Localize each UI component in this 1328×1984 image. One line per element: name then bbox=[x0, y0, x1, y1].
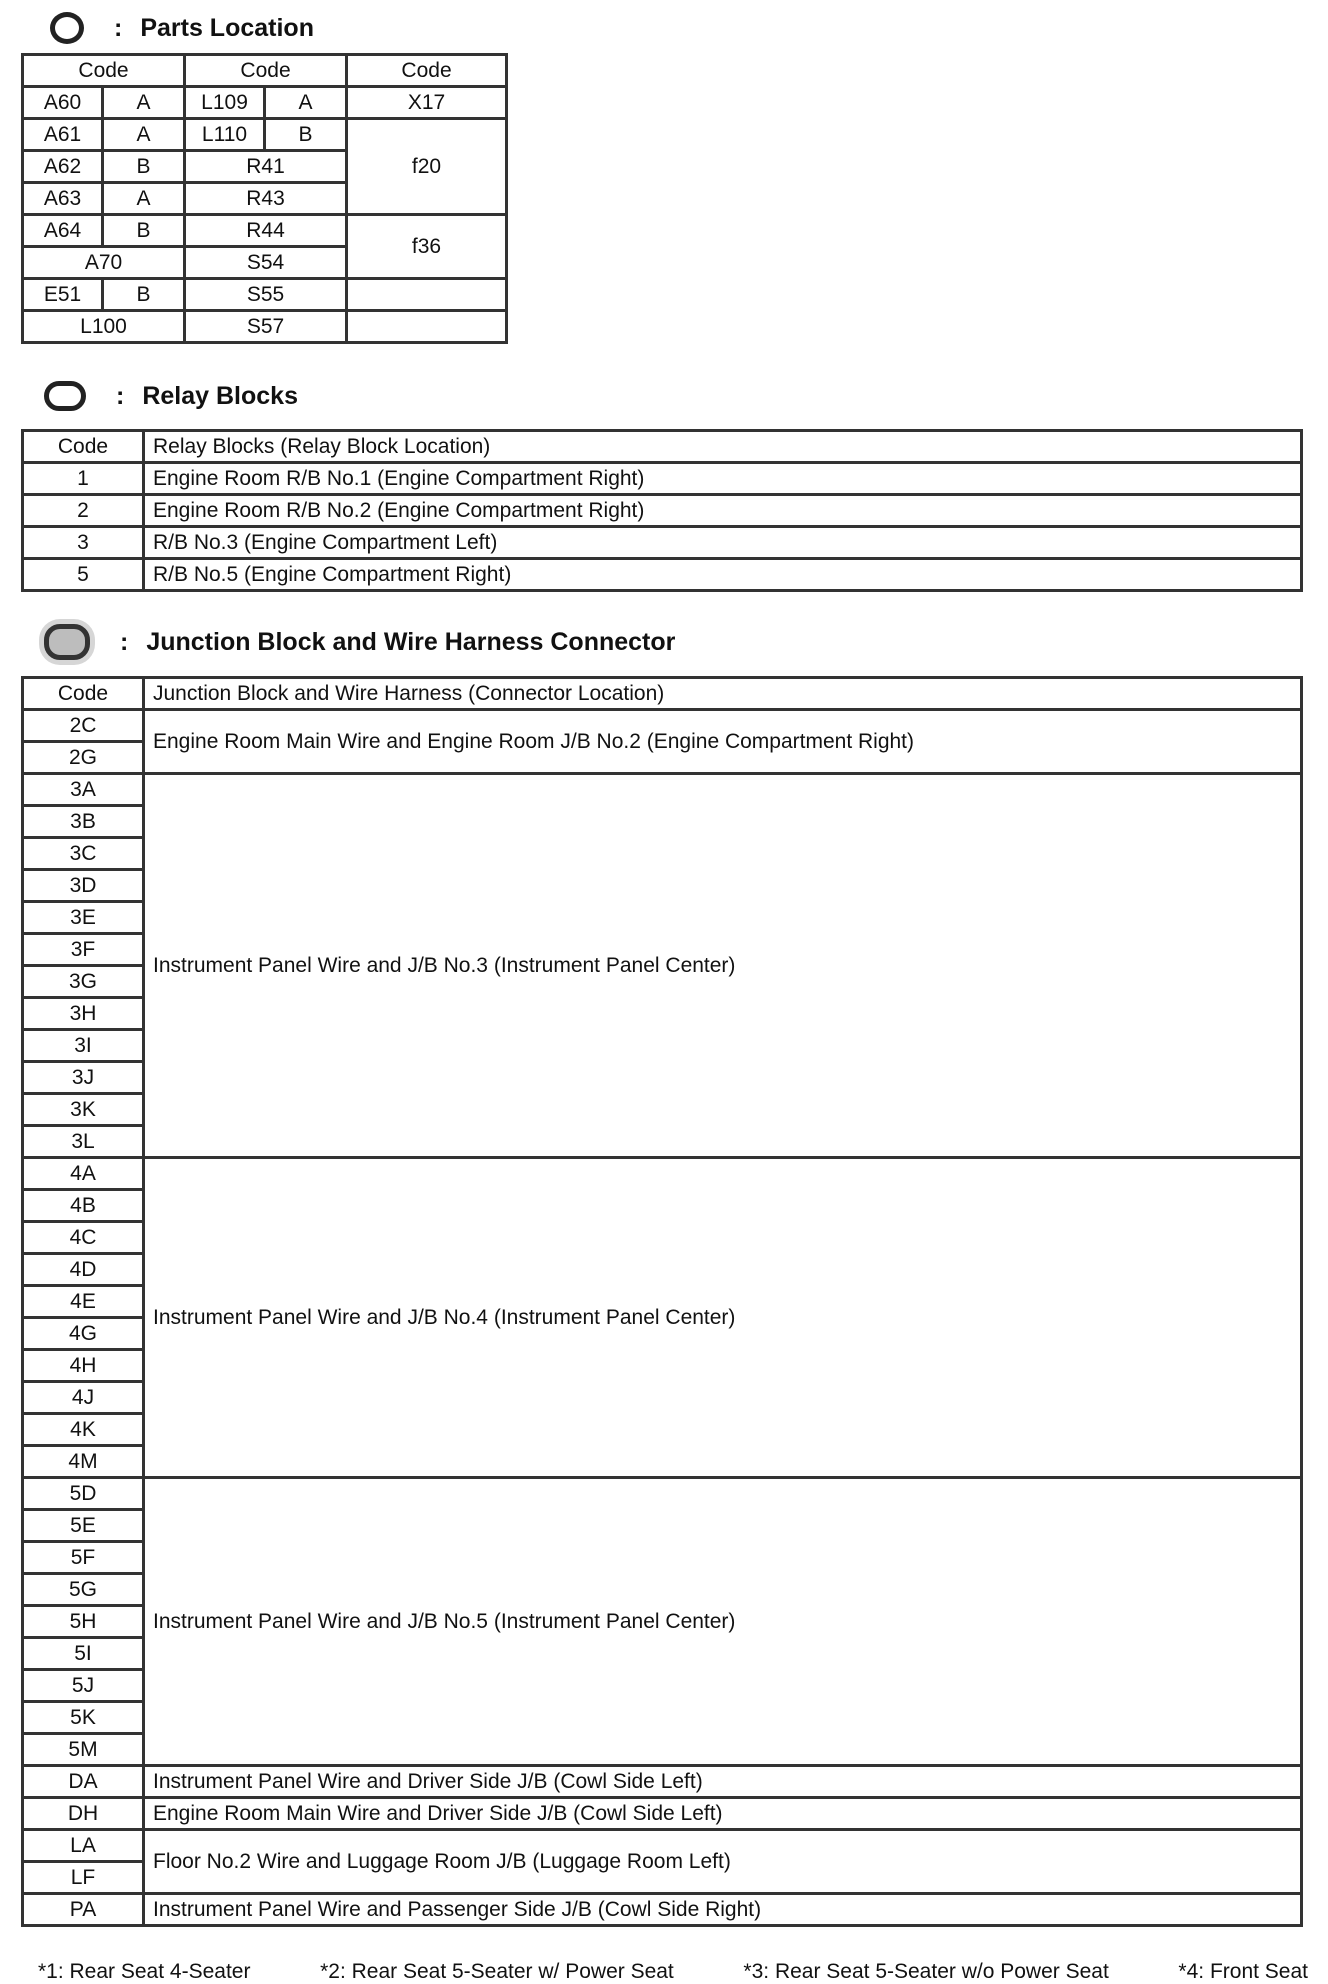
part-code: A64 bbox=[23, 215, 103, 247]
connector-code: 4C bbox=[23, 1222, 144, 1254]
part-sub-code: A bbox=[103, 119, 185, 151]
part-sub-code: A bbox=[103, 183, 185, 215]
connector-code: 3C bbox=[23, 838, 144, 870]
connector-code: 5D bbox=[23, 1478, 144, 1510]
part-code: f20 bbox=[347, 119, 507, 215]
connector-code: 2C bbox=[23, 710, 144, 742]
connector-code: LA bbox=[23, 1830, 144, 1862]
connector-code: 5H bbox=[23, 1606, 144, 1638]
table-row bbox=[23, 1798, 1302, 1830]
junction-title: Junction Block and Wire Harness Connector bbox=[146, 627, 676, 656]
part-code: A62 bbox=[23, 151, 103, 183]
connector-code: 4D bbox=[23, 1254, 144, 1286]
junction-connector-table bbox=[21, 676, 1303, 1927]
connector-code: 4K bbox=[23, 1414, 144, 1446]
part-code: A61 bbox=[23, 119, 103, 151]
parts-location-table bbox=[21, 53, 508, 344]
part-code: S57 bbox=[185, 311, 347, 343]
part-code: X17 bbox=[347, 87, 507, 119]
part-code: R43 bbox=[185, 183, 347, 215]
relay-colon: : bbox=[116, 381, 125, 410]
parts-colon: : bbox=[114, 13, 123, 42]
shaded-oval-symbol-icon bbox=[44, 624, 90, 660]
connector-code: DH bbox=[23, 1798, 144, 1830]
table-header-row bbox=[23, 431, 1302, 463]
table-row bbox=[23, 311, 507, 343]
connector-description: Engine Room Main Wire and Driver Side J/B (Cowl Side Left) bbox=[144, 1798, 1302, 1830]
connector-code: 3G bbox=[23, 966, 144, 998]
part-sub-code: A bbox=[265, 87, 347, 119]
connector-code: 5M bbox=[23, 1734, 144, 1766]
column-header: Code bbox=[23, 678, 144, 710]
part-code: A63 bbox=[23, 183, 103, 215]
column-header: Code bbox=[347, 55, 507, 87]
table-row bbox=[23, 774, 1302, 806]
junction-colon: : bbox=[120, 627, 129, 656]
connector-code: 5E bbox=[23, 1510, 144, 1542]
table-row bbox=[23, 119, 507, 151]
connector-code: 5K bbox=[23, 1702, 144, 1734]
parts-location-title: Parts Location bbox=[140, 13, 314, 42]
part-code bbox=[347, 311, 507, 343]
connector-description: Instrument Panel Wire and J/B No.5 (Instrument Panel Center) bbox=[144, 1478, 1302, 1766]
connector-code: 5G bbox=[23, 1574, 144, 1606]
connector-description: Instrument Panel Wire and Passenger Side J/B (Cowl Side Right) bbox=[144, 1894, 1302, 1926]
connector-code: 4H bbox=[23, 1350, 144, 1382]
table-row bbox=[23, 1830, 1302, 1862]
table-row bbox=[23, 1894, 1302, 1926]
table-header-row bbox=[23, 678, 1302, 710]
connector-code: 4E bbox=[23, 1286, 144, 1318]
connector-code: 3K bbox=[23, 1094, 144, 1126]
relay-description: Engine Room R/B No.2 (Engine Compartment Right) bbox=[144, 495, 1302, 527]
table-row bbox=[23, 710, 1302, 742]
connector-description: Instrument Panel Wire and J/B No.3 (Instrument Panel Center) bbox=[144, 774, 1302, 1158]
footnote-4: *4: Front Seat bbox=[1178, 1960, 1308, 1983]
table-row bbox=[23, 527, 1302, 559]
relay-description: R/B No.5 (Engine Compartment Right) bbox=[144, 559, 1302, 591]
footnote-3: *3: Rear Seat 5-Seater w/o Power Seat bbox=[743, 1960, 1109, 1983]
relay-description: R/B No.3 (Engine Compartment Left) bbox=[144, 527, 1302, 559]
table-row bbox=[23, 1766, 1302, 1798]
connector-code: 4B bbox=[23, 1190, 144, 1222]
connector-code: DA bbox=[23, 1766, 144, 1798]
part-code: L109 bbox=[185, 87, 265, 119]
part-code: R44 bbox=[185, 215, 347, 247]
relay-code: 1 bbox=[23, 463, 144, 495]
connector-code: 5F bbox=[23, 1542, 144, 1574]
connector-code: 4A bbox=[23, 1158, 144, 1190]
relay-description: Engine Room R/B No.1 (Engine Compartment Right) bbox=[144, 463, 1302, 495]
column-header: Code bbox=[23, 55, 185, 87]
part-code: L100 bbox=[23, 311, 185, 343]
relay-blocks-heading bbox=[44, 376, 298, 416]
circle-symbol-icon bbox=[50, 12, 84, 44]
connector-code: 5J bbox=[23, 1670, 144, 1702]
part-code: S54 bbox=[185, 247, 347, 279]
column-header: Junction Block and Wire Harness (Connector Location) bbox=[144, 678, 1302, 710]
part-sub-code: A bbox=[103, 87, 185, 119]
table-row bbox=[23, 559, 1302, 591]
relay-code: 5 bbox=[23, 559, 144, 591]
connector-code: LF bbox=[23, 1862, 144, 1894]
connector-code: PA bbox=[23, 1894, 144, 1926]
connector-description: Floor No.2 Wire and Luggage Room J/B (Luggage Room Left) bbox=[144, 1830, 1302, 1894]
oval-symbol-icon bbox=[44, 381, 86, 411]
table-row bbox=[23, 463, 1302, 495]
part-code: A70 bbox=[23, 247, 185, 279]
table-row bbox=[23, 87, 507, 119]
connector-code: 3A bbox=[23, 774, 144, 806]
part-sub-code: B bbox=[103, 215, 185, 247]
part-sub-code: B bbox=[265, 119, 347, 151]
junction-heading bbox=[44, 622, 675, 662]
relay-blocks-title: Relay Blocks bbox=[142, 381, 298, 410]
part-code: S55 bbox=[185, 279, 347, 311]
connector-code: 3F bbox=[23, 934, 144, 966]
footnote-1: *1: Rear Seat 4-Seater bbox=[38, 1960, 251, 1983]
table-row bbox=[23, 1158, 1302, 1190]
connector-code: 2G bbox=[23, 742, 144, 774]
part-code: f36 bbox=[347, 215, 507, 279]
connector-code: 5I bbox=[23, 1638, 144, 1670]
table-row bbox=[23, 1478, 1302, 1510]
connector-code: 3E bbox=[23, 902, 144, 934]
table-header-row bbox=[23, 55, 507, 87]
connector-code: 3L bbox=[23, 1126, 144, 1158]
column-header: Code bbox=[23, 431, 144, 463]
connector-description: Instrument Panel Wire and Driver Side J/B (Cowl Side Left) bbox=[144, 1766, 1302, 1798]
connector-code: 4G bbox=[23, 1318, 144, 1350]
part-sub-code: B bbox=[103, 151, 185, 183]
connector-description: Engine Room Main Wire and Engine Room J/B No.2 (Engine Compartment Right) bbox=[144, 710, 1302, 774]
part-code: L110 bbox=[185, 119, 265, 151]
connector-code: 3B bbox=[23, 806, 144, 838]
part-code bbox=[347, 279, 507, 311]
connector-code: 3J bbox=[23, 1062, 144, 1094]
relay-code: 2 bbox=[23, 495, 144, 527]
relay-blocks-table bbox=[21, 429, 1303, 592]
connector-description: Instrument Panel Wire and J/B No.4 (Instrument Panel Center) bbox=[144, 1158, 1302, 1478]
footnote-2: *2: Rear Seat 5-Seater w/ Power Seat bbox=[320, 1960, 674, 1983]
table-row bbox=[23, 279, 507, 311]
table-row bbox=[23, 215, 507, 247]
connector-code: 3D bbox=[23, 870, 144, 902]
relay-code: 3 bbox=[23, 527, 144, 559]
column-header: Code bbox=[185, 55, 347, 87]
table-row bbox=[23, 495, 1302, 527]
connector-code: 3H bbox=[23, 998, 144, 1030]
part-code: A60 bbox=[23, 87, 103, 119]
part-sub-code: B bbox=[103, 279, 185, 311]
part-code: R41 bbox=[185, 151, 347, 183]
parts-location-heading bbox=[44, 8, 314, 48]
connector-code: 3I bbox=[23, 1030, 144, 1062]
connector-code: 4M bbox=[23, 1446, 144, 1478]
connector-code: 4J bbox=[23, 1382, 144, 1414]
column-header: Relay Blocks (Relay Block Location) bbox=[144, 431, 1302, 463]
part-code: E51 bbox=[23, 279, 103, 311]
